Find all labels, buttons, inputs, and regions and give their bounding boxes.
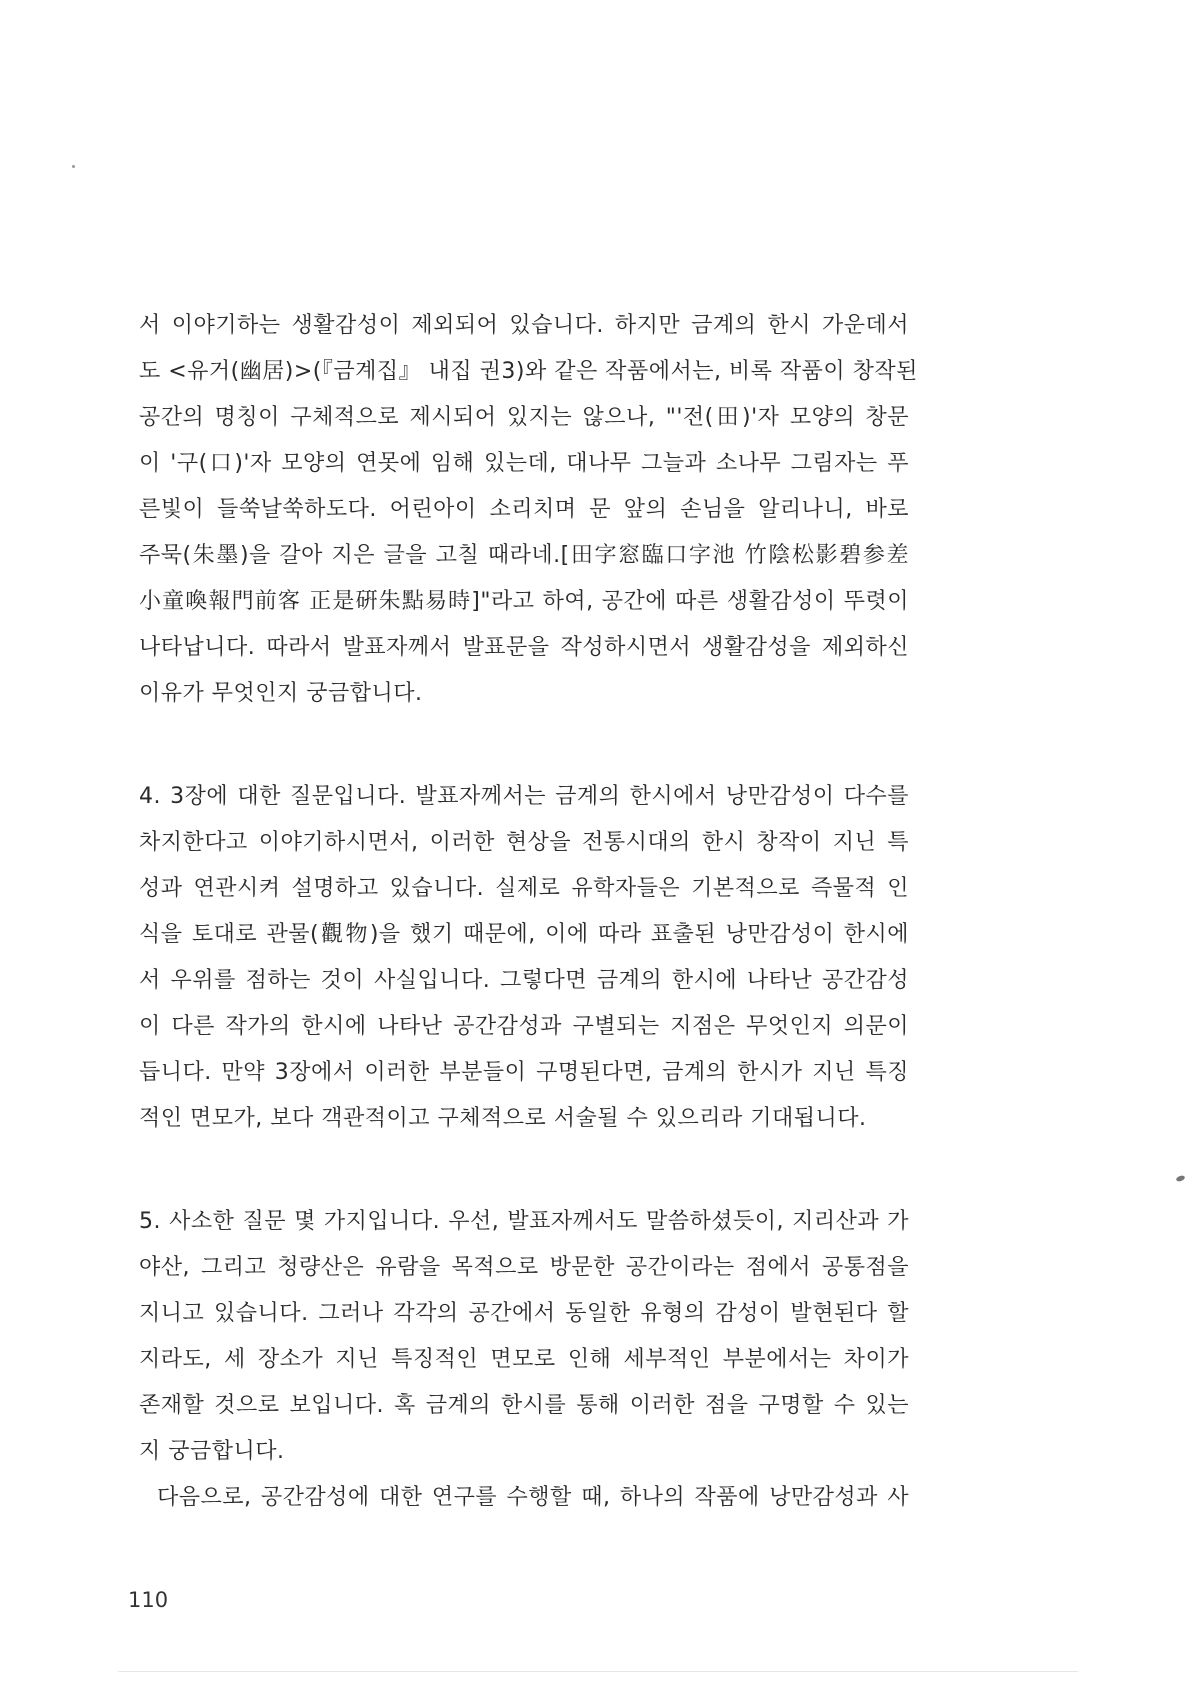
text-line: 성과 연관시켜 설명하고 있습니다. 실제로 유학자들은 기본적으로 즉물적 인 [139, 876, 909, 901]
text-line: 小童喚報門前客 正是硏朱點易時]"라고 하여, 공간에 따른 생활감성이 뚜렷이 [139, 589, 909, 614]
text-line: 주묵(朱墨)을 갈아 지은 글을 고칠 때라네.[田字窓臨口字池 竹陰松影碧参差 [139, 543, 909, 568]
text-line: 지라도, 세 장소가 지닌 특징적인 면모로 인해 세부적인 부분에서는 차이가 [139, 1347, 909, 1372]
text-line: 식을 토대로 관물(觀物)을 했기 때문에, 이에 따라 표출된 낭만감성이 한시에 [139, 922, 909, 947]
text-line: 이 다른 작가의 한시에 나타난 공간감성과 구별되는 지점은 무엇인지 의문이 [139, 1014, 909, 1039]
text-line: 듭니다. 만약 3장에서 이러한 부분들이 구명된다면, 금계의 한시가 지닌 특징 [139, 1060, 909, 1085]
text-line: 이 '구(口)'자 모양의 연못에 임해 있는데, 대나무 그늘과 소나무 그림자는 푸 [139, 451, 909, 476]
paragraph-spacer [139, 717, 909, 774]
text-line: 서 이야기하는 생활감성이 제외되어 있습니다. 하지만 금계의 한시 가운데서 [139, 313, 909, 338]
paragraph-question-5 [139, 1199, 909, 1521]
text-line: 차지한다고 이야기하시면서, 이러한 현상을 전통시대의 한시 창작이 지닌 특 [139, 830, 909, 855]
text-line: 4. 3장에 대한 질문입니다. 발표자께서는 금계의 한시에서 낭만감성이 다수를 [139, 784, 909, 809]
footer-rule [118, 1671, 1078, 1672]
text-line: 존재할 것으로 보입니다. 혹 금계의 한시를 통해 이러한 점을 구명할 수 있는 [139, 1393, 909, 1418]
text-line: 적인 면모가, 보다 객관적이고 구체적으로 서술될 수 있으리라 기대됩니다. [139, 1106, 867, 1131]
text-line: 공간의 명칭이 구체적으로 제시되어 있지는 않으나, "'전(田)'자 모양의 창문 [139, 405, 909, 430]
text-line: 나타납니다. 따라서 발표자께서 발표문을 작성하시면서 생활감성을 제외하신 [139, 635, 909, 660]
text-line: 도 <유거(幽居)>(『금계집』 내집 권3)와 같은 작품에서는, 비록 작품이 창작된 [139, 359, 918, 384]
text-line: 서 우위를 점하는 것이 사실입니다. 그렇다면 금계의 한시에 나타난 공간감성 [139, 968, 909, 993]
text-line: 이유가 무엇인지 궁금합니다. [139, 681, 423, 706]
text-line-continuation: 다음으로, 공간감성에 대한 연구를 수행할 때, 하나의 작품에 낭만감성과 사 [157, 1485, 909, 1510]
paragraph-spacer [139, 1142, 909, 1199]
page-number: 110 [128, 1588, 169, 1612]
text-line: 른빛이 들쑥날쑥하도다. 어린아이 소리치며 문 앞의 손님을 알리나니, 바로 [139, 497, 909, 522]
scan-speck [72, 165, 75, 168]
text-line: 지 궁금합니다. [139, 1439, 285, 1464]
text-line: 야산, 그리고 청량산은 유람을 목적으로 방문한 공간이라는 점에서 공통점을 [139, 1255, 909, 1280]
text-line: 5. 사소한 질문 몇 가지입니다. 우선, 발표자께서도 말씀하셨듯이, 지리산과 가 [139, 1209, 909, 1234]
body-text [139, 303, 918, 1521]
paragraph-question-4 [139, 774, 909, 1142]
paragraph-1 [139, 303, 918, 717]
scan-speck [1175, 1175, 1185, 1183]
text-line: 지니고 있습니다. 그러나 각각의 공간에서 동일한 유형의 감성이 발현된다 할 [139, 1301, 909, 1326]
